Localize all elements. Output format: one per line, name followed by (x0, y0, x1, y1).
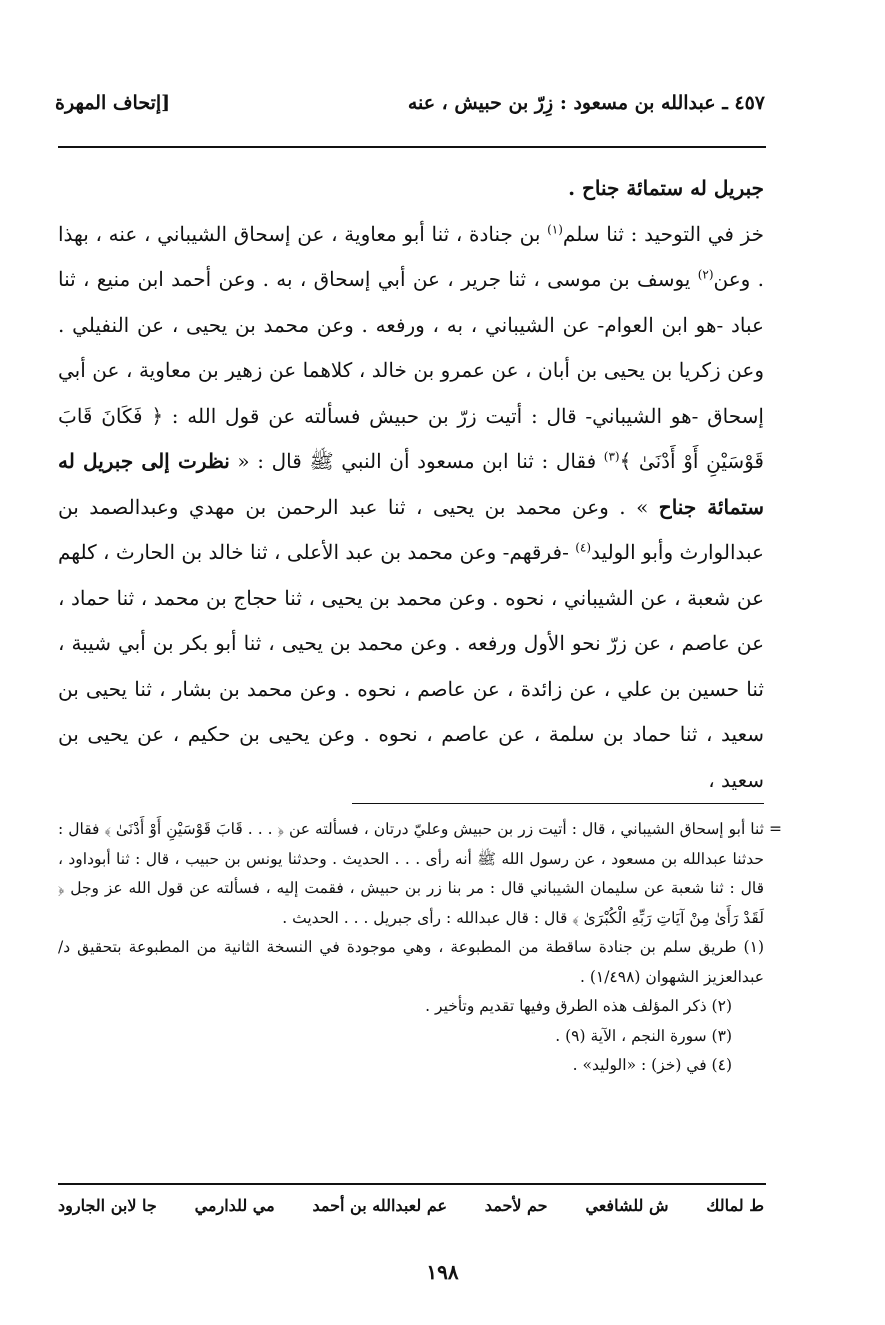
footnotes (58, 815, 782, 1081)
sigla-legend (58, 1196, 764, 1215)
lead-line: جبريل له ستمائة جناح . (568, 176, 764, 200)
footnote-1: (١) طريق سلم بن جنادة ساقطة من المطبوعة ، وهي موجودة في النسخة الثانية من المطبوعة بتحقيق د/ عبدالعزيز الشهوان (١/٤٩٨) . (58, 938, 764, 986)
footnote-ref-4: (٤) (575, 540, 592, 555)
siglum: مي للدارمي (194, 1196, 275, 1215)
footnote-continuation (58, 815, 782, 933)
text-segment: » . وعن محمد بن يحيى ، ثنا عبد الرحمن بن مهدي وعبدالصمد بن عبدالوارث وأبو الوليد (58, 494, 764, 564)
text-segment: يوسف بن موسى ، ثنا جرير ، عن أبي إسحاق ، به . وعن أحمد ابن منيع ، ثنا عباد -هو ابن العوام- عن الشيباني ، به ، ورفعه . وعن محمد بن يحيى ، عن النفيلي . وعن زكريا بن يحيى بن أبان ، عن عمرو بن خالد ، كلاهما عن زهير بن معاوية ، عن أبي إسحاق -هو الشيباني- قال : أتيت زرّ بن حبيش فسألته عن قول الله : ﴿ فَكَانَ قَابَ قَوْسَيْنِ أَوْ أَدْنَىٰ ﴾ (58, 267, 764, 473)
footnote-rule (352, 803, 764, 804)
footnote-ref-3: (٣) (603, 449, 620, 464)
page-number: ١٩٨ (426, 1260, 459, 1284)
siglum: جا لابن الجارود (58, 1196, 157, 1215)
footnote-2: (٢) ذكر المؤلف هذه الطرق وفيها تقديم وتأخير . (425, 997, 732, 1015)
main-paragraph (58, 166, 764, 803)
footnote-ref-1: (١) (547, 221, 563, 236)
header-source: [إتحاف المهرة (55, 92, 171, 114)
footnote-3: (٣) سورة النجم ، الآية (٩) . (555, 1026, 732, 1045)
text-segment: -فرقهم- وعن محمد بن عبد الأعلى ، ثنا خالد بن الحارث ، كلهم عن شعبة ، عن الشيباني ، نحوه . وعن محمد بن يحيى ، ثنا حجاج بن محمد ، ثنا حماد ، عن عاصم ، عن زرّ نحو الأول ورفعه . وعن محمد بن يحيى ، ثنا أبو بكر بن أبي شيبة ، ثنا حسين بن علي ، عن زائدة ، عن عاصم ، نحوه . وعن محمد بن بشار ، ثنا يحيى بن سعيد ، ثنا حماد بن سلمة ، عن عاصم ، نحوه . وعن يحيى بن حكيم ، عن يحيى بن سعيد ، (58, 540, 764, 792)
text-segment: بن جنادة ، ثنا أبو معاوية ، عن إسحاق الشيباني ، عنه ، بهذا . وعن (58, 221, 764, 291)
hadith-quote: نظرت إلى جبريل له ستمائة جناح (58, 449, 765, 519)
siglum: ط لمالك (706, 1196, 764, 1215)
continuation-mark: = (769, 820, 782, 838)
sigla-rule (58, 1183, 766, 1185)
siglum: ش للشافعي (585, 1196, 669, 1215)
text-segment: فقال : ثنا ابن مسعود أن النبي ﷺ قال : « (229, 449, 604, 473)
footnote-ref-2: (٢) (697, 267, 714, 282)
continuation-text: ثنا أبو إسحاق الشيباني ، قال : أتيت زر بن حبيش وعليّ درتان ، فسألته عن ﴿ . . . قَابَ قَوْسَيْنِ أَوْ أَدْنَىٰ ﴾ فقال : حدثنا عبدالله بن مسعود ، عن رسول الله ﷺ أنه رأى . . . الحديث . وحدثنا يونس بن حبيب ، قال : ثنا أبوداود ، قال : ثنا شعبة عن سليمان الشيباني قال : مر بنا زر بن حبيش ، فقمت إليه ، فسألته عن قول الله عز وجل ﴿ لَقَدْ رَأَىٰ مِنْ آيَاتِ رَبِّهِ الْكُبْرَىٰ ﴾ قال : قال عبدالله : رأى جبريل . . . الحديث . (58, 820, 764, 927)
main-text (58, 166, 764, 803)
header-title: ٤٥٧ ـ عبدالله بن مسعود : زِرّ بن حبيش ، عنه (407, 92, 765, 114)
running-header (55, 92, 765, 128)
header-rule (58, 146, 766, 148)
siglum: عم لعبدالله بن أحمد (312, 1196, 448, 1215)
footnote-4: (٤) في (خز) : «الوليد» . (572, 1056, 732, 1074)
text-segment: خز في التوحيد : ثنا سلم (562, 221, 765, 246)
siglum: حم لأحمد (484, 1196, 548, 1215)
